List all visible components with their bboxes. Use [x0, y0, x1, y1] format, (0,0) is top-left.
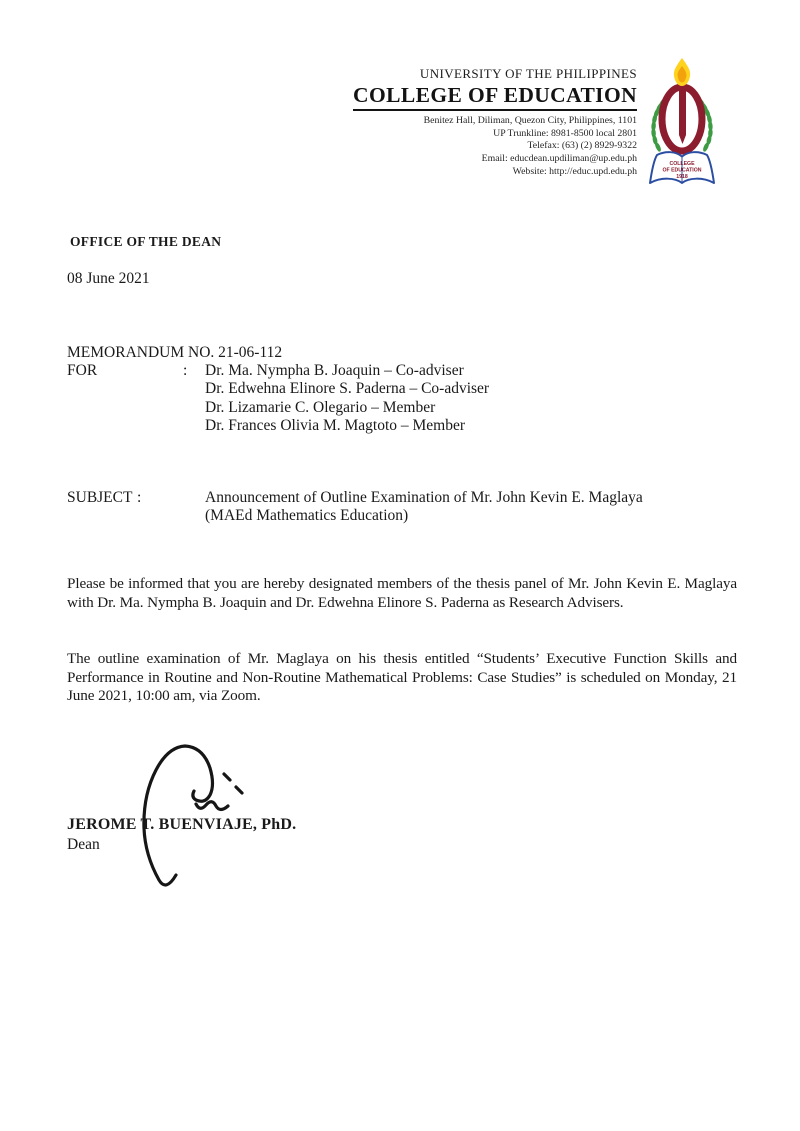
signatory-block — [67, 816, 296, 854]
signatory-title: Dean — [67, 836, 100, 853]
office-of-the-dean-heading: OFFICE OF THE DEAN — [70, 234, 222, 249]
body-paragraph-schedule: The outline examination of Mr. Maglaya on his thesis entitled “Students’ Executive Function Skills and Performance in Routine and Non-Routine Mathematical Problems: Case Studies” is scheduled on Monday, 21 June 2021, 10:00 am, via Zoom. — [67, 650, 737, 705]
college-of-education-seal-icon — [646, 57, 716, 187]
seal-book-line1: COLLEGE — [669, 161, 695, 167]
recipient-list — [205, 362, 489, 435]
letterhead-address — [353, 115, 637, 179]
subject-text-line1: Announcement of Outline Examination of Mr. John Kevin E. Maglaya — [205, 489, 643, 506]
address-line-hall: Benitez Hall, Diliman, Quezon City, Philippines, 1101 — [423, 115, 637, 126]
recipient-paderna: Dr. Edwehna Elinore S. Paderna – Co-adviser — [205, 380, 490, 398]
memorandum-number: MEMORANDUM NO. 21-06-112 — [67, 344, 283, 361]
address-line-trunkline: UP Trunkline: 8981-8500 local 2801 — [493, 127, 637, 139]
for-colon: : — [183, 362, 188, 380]
recipient-magtoto: Dr. Frances Olivia M. Magtoto – Member — [205, 416, 466, 434]
subject-label: SUBJECT — [67, 489, 133, 506]
college-name-row — [353, 83, 637, 111]
for-row — [67, 362, 489, 435]
for-label: FOR — [67, 362, 98, 380]
signatory-name: JEROME T. BUENVIAJE, PhD. — [67, 816, 297, 833]
seal-book-line3: 1918 — [676, 174, 688, 180]
seal-book-line2: OF EDUCATION — [662, 167, 702, 174]
letterhead — [353, 66, 637, 179]
subject-block — [67, 489, 643, 526]
address-line-website: Website: http://educ.upd.edu.ph — [512, 165, 637, 177]
date-line: 08 June 2021 — [67, 270, 150, 287]
memorandum-block — [67, 344, 489, 435]
subject-text — [205, 489, 643, 526]
recipient-joaquin: Dr. Ma. Nympha B. Joaquin – Co-adviser — [205, 362, 464, 380]
subject-text-line2: (MAEd Mathematics Education) — [205, 507, 409, 525]
recipient-olegario: Dr. Lizamarie C. Olegario – Member — [205, 398, 436, 416]
body-paragraph-designation: Please be informed that you are hereby designated members of the thesis panel of Mr. John Kevin E. Maglaya with Dr. Ma. Nympha B. Joaquin and Dr. Edwehna Elinore S. Paderna as Research Advisers. — [67, 575, 737, 611]
university-name: UNIVERSITY OF THE PHILIPPINES — [419, 66, 637, 81]
college-name: COLLEGE OF EDUCATION — [353, 83, 637, 111]
subject-row — [67, 489, 643, 526]
address-line-email: Email: educdean.updiliman@up.edu.ph — [481, 153, 637, 165]
address-line-telefax: Telefax: (63) (2) 8929-9322 — [527, 140, 637, 152]
subject-colon: : — [137, 489, 142, 506]
